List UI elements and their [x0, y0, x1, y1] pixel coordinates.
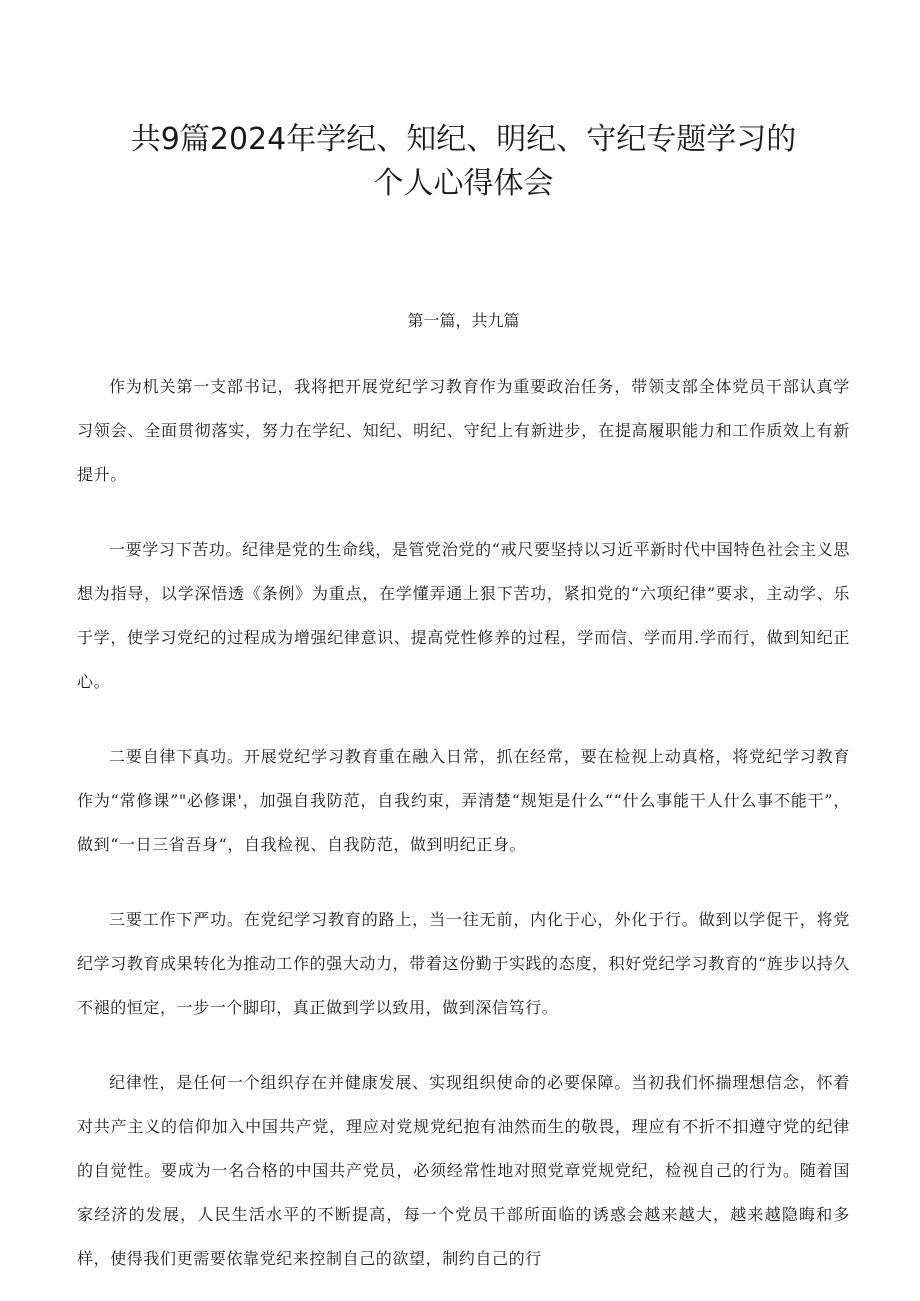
section-subtitle: 第一篇，共九篇 [407, 311, 520, 330]
paragraph-discipline: 纪律性，是任何一个组织存在并健康发展、实现组织使命的必要保障。当初我们怀揣理想信念，怀着对共产主义的信仰加入中国共产党，理应对党规党纪抱有油然而生的敬畏，理应有不折不扣遵守党的纪律的自觉性。要成为一名合格的中国共产党员，必须经常性地对照党章党规党纪，检视自己的行为。随着国家经济的发展，人民生活水平的不断提高，每一个党员干部所面临的诱惑会越来越大，越来越隐晦和多样，使得我们更需要依靠党纪来控制自己的欲望，制约自己的行 [77, 1073, 850, 1268]
title-line-2: 个人心得体会 [373, 166, 554, 201]
paragraph-intro: 作为机关第一支部书记，我将把开展党纪学习教育作为重要政治任务，带领支部全体党员干部认真学习领会、全面贯彻落实，努力在学纪、知纪、明纪、守纪上有新进步，在提高履职能力和工作质效上有新提升。 [77, 377, 850, 484]
paragraph-study: 一要学习下苦功。纪律是党的生命线，是管党治党的“戒尺要坚持以习近平新时代中国特色社会主义思想为指导，以学深悟透《条例》为重点，在学懂弄通上狠下苦功，紧扣党的“六项纪律”要求，主动学、乐于学，使学习党纪的过程成为增强纪律意识、提高党性修养的过程，学而信、学而用.学而行，做到知纪正心。 [77, 540, 850, 691]
paragraph-self-discipline: 二要自律下真功。开展党纪学习教育重在融入日常，抓在经常，要在检视上动真格，将党纪学习教育作为“常修课”"必修课'，加强自我防范，自我约束，弄清楚“规矩是什么““什么事能干人什么事不能干”，做到“一日三省吾身“，自我检视、自我防范，做到明纪正身。 [77, 747, 850, 854]
paragraph-work: 三要工作下严功。在党纪学习教育的路上，当一往无前，内化于心，外化于行。做到以学促干，将党纪学习教育成果转化为推动工作的强大动力，带着这份勤于实践的态度，积好党纪学习教育的“旌步以持久不褪的恒定，一步一个脚印，真正做到学以致用，做到深信笃行。 [77, 910, 850, 1017]
document-title [77, 118, 850, 206]
title-line-1: 共9篇2024年学纪、知纪、明纪、守纪专题学习的 [130, 122, 797, 157]
